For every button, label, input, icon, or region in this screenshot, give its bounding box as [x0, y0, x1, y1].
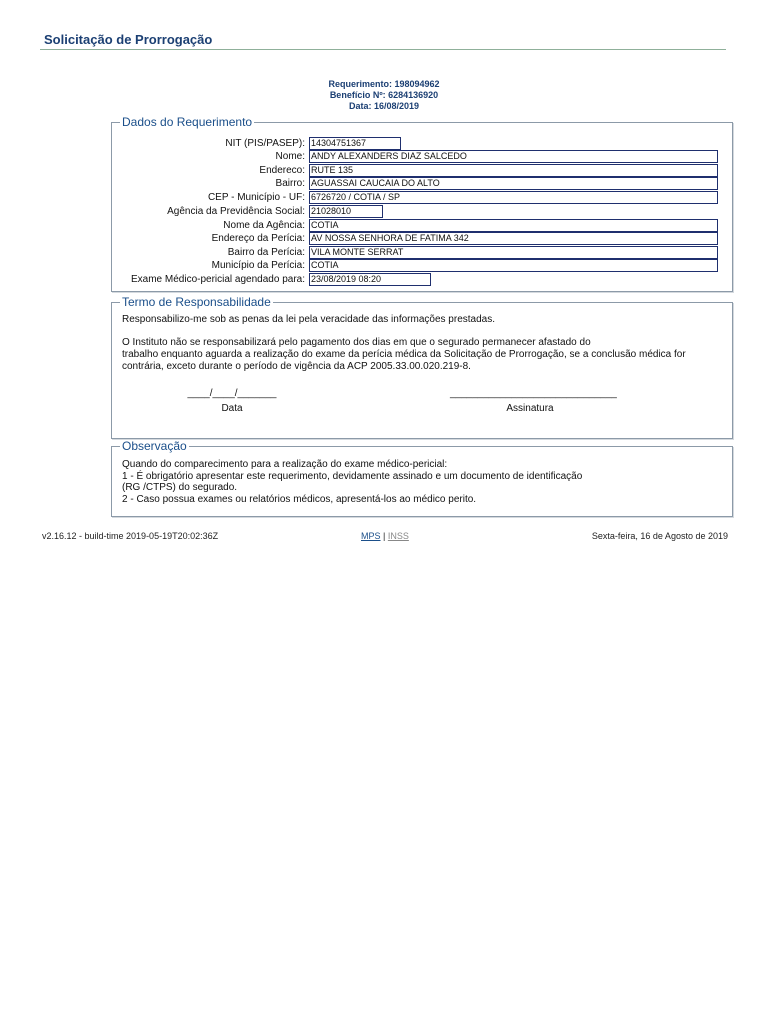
footer-date: Sexta-feira, 16 de Agosto de 2019: [591, 531, 728, 541]
date-blank-line: ____/____/_______: [187, 388, 277, 399]
observacao-line-2: 1 - É obrigatório apresentar este requerimento, devidamente assinado e um documento de identificação: [122, 471, 583, 482]
field-value: 23/08/2019 08:20: [309, 273, 431, 286]
field-label: Endereço da Perícia:: [211, 233, 305, 244]
field-row: [0, 205, 768, 218]
field-row: [0, 177, 768, 190]
field-label: Nome da Agência:: [223, 220, 305, 231]
request-header: [0, 79, 768, 112]
build-version: v2.16.12 - build-time 2019-05-19T20:02:36Z: [42, 531, 219, 541]
field-row: [0, 164, 768, 177]
field-row: [0, 273, 768, 286]
field-label: CEP - Município - UF:: [207, 192, 305, 203]
observacao-line-3: (RG /CTPS) do segurado.: [122, 482, 238, 493]
field-label: Agência da Previdência Social:: [167, 206, 305, 217]
field-row: [0, 259, 768, 272]
mps-link[interactable]: MPS: [361, 531, 381, 541]
field-value: ANDY ALEXANDERS DIAZ SALCEDO: [309, 150, 718, 163]
field-row: [0, 232, 768, 245]
title-divider: [40, 49, 726, 50]
field-label: NIT (PIS/PASEP):: [225, 138, 305, 149]
observacao-legend: Observação: [122, 439, 187, 453]
field-label: Endereco:: [259, 165, 305, 176]
signature-label: Assinatura: [506, 403, 554, 414]
termo-paragraph-2-line-2: trabalho enquanto aguarda a realização do exame da perícia médica da Solicitação de Prorrogação, se a conclusão médica for: [122, 349, 686, 360]
signature-blank-line: ______________________________: [450, 388, 617, 399]
field-row: [0, 246, 768, 259]
field-value: 6726720 / COTIA / SP: [309, 191, 718, 204]
field-row: [0, 150, 768, 163]
field-value: COTIA: [309, 259, 718, 272]
field-value: COTIA: [309, 219, 718, 232]
field-row: [0, 191, 768, 204]
page-title: Solicitação de Prorrogação: [44, 32, 213, 47]
field-value: 14304751367: [309, 137, 401, 150]
field-row: [0, 219, 768, 232]
field-label: Município da Perícia:: [211, 260, 305, 271]
observacao-line-4: 2 - Caso possua exames ou relatórios médicos, apresentá-los ao médico perito.: [122, 494, 477, 505]
termo-paragraph-2-line-3: contrária, exceto durante o período de vigência da ACP 2005.33.00.020.219-8.: [122, 361, 471, 372]
field-value: AV NOSSA SENHORA DE FATIMA 342: [309, 232, 718, 245]
field-value: 21028010: [309, 205, 383, 218]
field-label: Bairro:: [275, 178, 305, 189]
field-label: Bairro da Perícia:: [227, 247, 305, 258]
request-date: Data: 16/08/2019: [348, 101, 420, 111]
termo-paragraph-1: Responsabilizo-me sob as penas da lei pela veracidade das informações prestadas.: [122, 314, 495, 325]
termo-legend: Termo de Responsabilidade: [122, 295, 271, 309]
field-row: [0, 137, 768, 150]
link-separator: |: [380, 531, 388, 541]
observacao-line-1: Quando do comparecimento para a realização do exame médico-pericial:: [122, 459, 448, 470]
inss-link[interactable]: INSS: [387, 531, 409, 541]
date-label: Data: [221, 403, 243, 414]
termo-paragraph-2-line-1: O Instituto não se responsabilizará pelo pagamento dos dias em que o segurado permanecer afastado do: [122, 337, 591, 348]
field-value: VILA MONTE SERRAT: [309, 246, 718, 259]
requerimento-number: Requerimento: 198094962: [328, 79, 440, 89]
beneficio-number: Benefício Nº: 6284136920: [329, 90, 439, 100]
field-label: Exame Médico-pericial agendado para:: [131, 274, 305, 285]
dados-legend: Dados do Requerimento: [122, 115, 253, 129]
field-label: Nome:: [275, 151, 305, 162]
field-value: AGUASSAI CAUCAIA DO ALTO: [309, 177, 718, 190]
footer-links: [361, 531, 409, 541]
field-value: RUTE 135: [309, 164, 718, 177]
